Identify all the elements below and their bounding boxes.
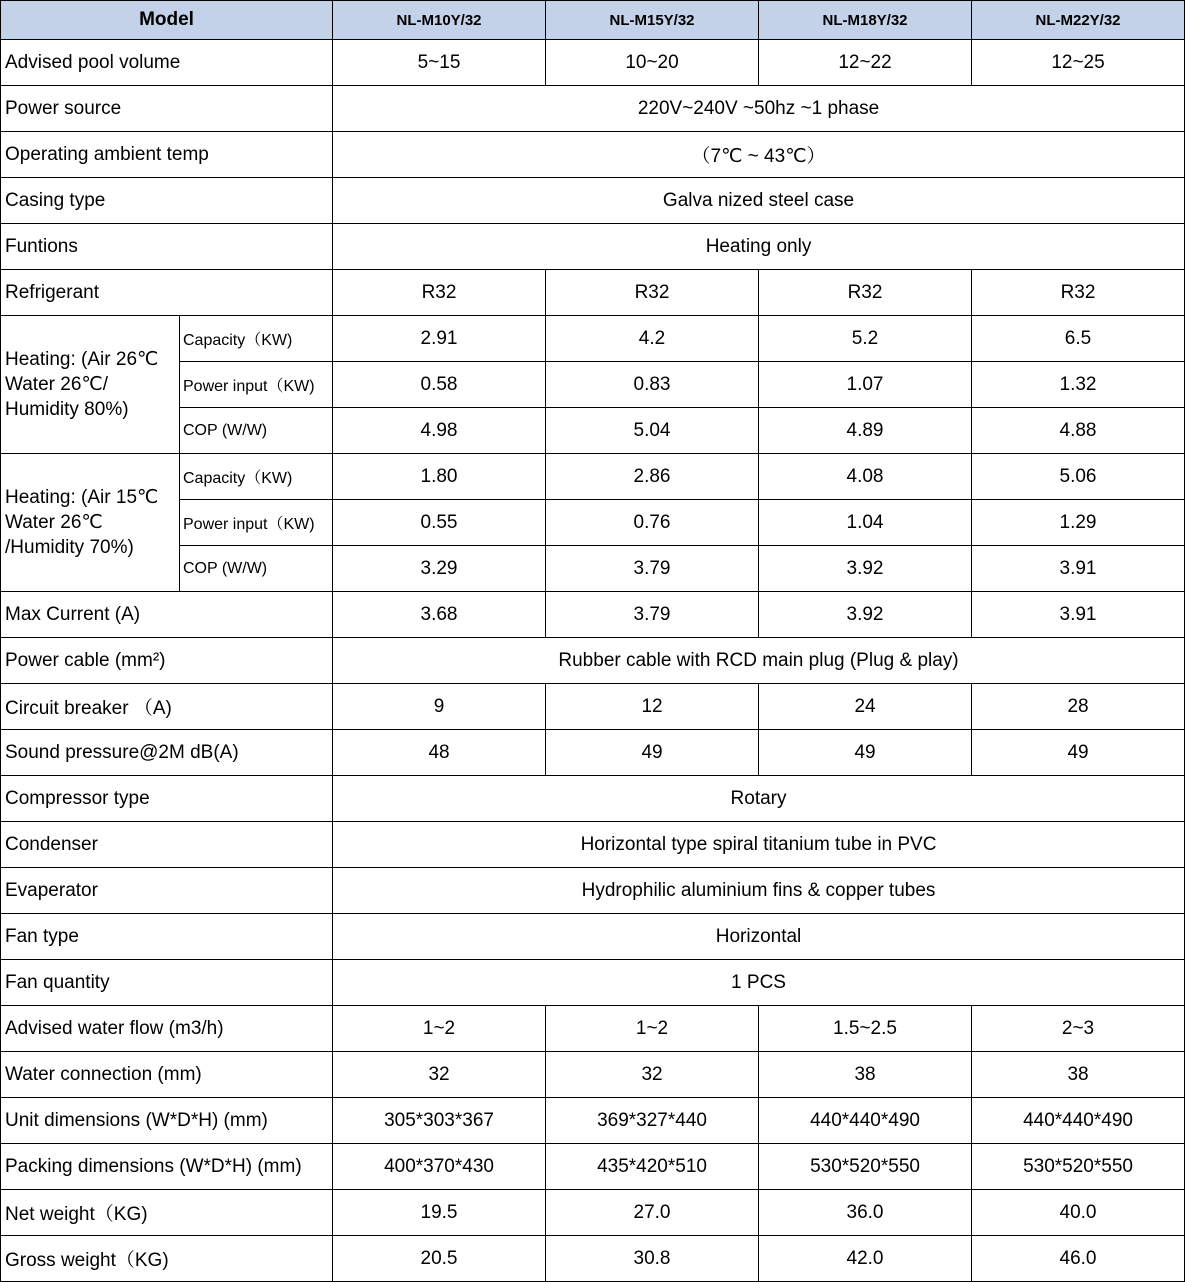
- row-label: Fan type: [1, 914, 333, 960]
- row-label: Advised water flow (m3/h): [1, 1006, 333, 1052]
- row-value-span: Hydrophilic aluminium fins & copper tubes: [333, 868, 1185, 914]
- cell-value: 530*520*550: [972, 1144, 1185, 1190]
- cell-value: 38: [759, 1052, 972, 1098]
- row-label: Compressor type: [1, 776, 333, 822]
- cell-value: 9: [333, 684, 546, 730]
- cell-value: 530*520*550: [759, 1144, 972, 1190]
- cell-value: 0.76: [546, 500, 759, 546]
- model-name: NL-M15Y/32: [546, 1, 759, 40]
- cell-value: 1.80: [333, 454, 546, 500]
- cell-value: 3.68: [333, 592, 546, 638]
- row-label: Fan quantity: [1, 960, 333, 1006]
- row-value-span: Horizontal: [333, 914, 1185, 960]
- cell-value: 4.2: [546, 316, 759, 362]
- table-row: [1, 1052, 1185, 1098]
- cell-value: 49: [972, 730, 1185, 776]
- cell-value: 49: [546, 730, 759, 776]
- cell-value: 305*303*367: [333, 1098, 546, 1144]
- table-row: [1, 224, 1185, 270]
- cell-value: 10~20: [546, 40, 759, 86]
- cell-value: 1~2: [333, 1006, 546, 1052]
- cell-value: 24: [759, 684, 972, 730]
- cell-value: 4.88: [972, 408, 1185, 454]
- cell-value: 3.29: [333, 546, 546, 592]
- cell-value: 1.04: [759, 500, 972, 546]
- cell-value: 0.55: [333, 500, 546, 546]
- row-value-span: Rotary: [333, 776, 1185, 822]
- cell-value: 1.29: [972, 500, 1185, 546]
- group-label-line: /Humidity 70%): [5, 537, 134, 558]
- table-row: [1, 270, 1185, 316]
- cell-value: 400*370*430: [333, 1144, 546, 1190]
- cell-value: 2~3: [972, 1006, 1185, 1052]
- cell-value: 2.91: [333, 316, 546, 362]
- cell-value: 1~2: [546, 1006, 759, 1052]
- row-value-span: 220V~240V ~50hz ~1 phase: [333, 86, 1185, 132]
- cell-value: 440*440*490: [972, 1098, 1185, 1144]
- row-label: Casing type: [1, 178, 333, 224]
- row-label: Power cable (mm²): [1, 638, 333, 684]
- group-label-line: Water 26℃: [5, 512, 103, 533]
- table-row: [1, 1098, 1185, 1144]
- table-row: [1, 1006, 1185, 1052]
- model-name: NL-M18Y/32: [759, 1, 972, 40]
- row-label: Max Current (A): [1, 592, 333, 638]
- cell-value: 46.0: [972, 1236, 1185, 1282]
- cell-value: 12~22: [759, 40, 972, 86]
- cell-value: 1.32: [972, 362, 1185, 408]
- table-row: [1, 914, 1185, 960]
- cell-value: 28: [972, 684, 1185, 730]
- cell-value: 32: [333, 1052, 546, 1098]
- cell-value: 49: [759, 730, 972, 776]
- row-value-span: 1 PCS: [333, 960, 1185, 1006]
- cell-value: 40.0: [972, 1190, 1185, 1236]
- cell-value: 4.08: [759, 454, 972, 500]
- cell-value: 4.98: [333, 408, 546, 454]
- cell-value: 19.5: [333, 1190, 546, 1236]
- cell-value: 48: [333, 730, 546, 776]
- cell-value: 0.83: [546, 362, 759, 408]
- row-value-span: （7℃ ~ 43℃）: [333, 132, 1185, 178]
- heating-group-label: [1, 454, 180, 592]
- table-row: [1, 86, 1185, 132]
- cell-value: R32: [759, 270, 972, 316]
- row-label: Net weight（KG): [1, 1190, 333, 1236]
- header-row: [1, 1, 1185, 40]
- table-row: [1, 822, 1185, 868]
- cell-value: 3.92: [759, 546, 972, 592]
- cell-value: 6.5: [972, 316, 1185, 362]
- row-label: Power source: [1, 86, 333, 132]
- cell-value: 30.8: [546, 1236, 759, 1282]
- table-row: [1, 178, 1185, 224]
- heating-group-label: [1, 316, 180, 454]
- cell-value: 4.89: [759, 408, 972, 454]
- row-label: Refrigerant: [1, 270, 333, 316]
- cell-value: 5~15: [333, 40, 546, 86]
- table-row: [1, 454, 1185, 500]
- table-row: [1, 776, 1185, 822]
- group-label-line: Heating: (Air 15℃: [5, 487, 159, 508]
- cell-value: 369*327*440: [546, 1098, 759, 1144]
- table-row: [1, 592, 1185, 638]
- sub-label: COP (W/W): [180, 408, 333, 454]
- cell-value: 5.04: [546, 408, 759, 454]
- cell-value: 2.86: [546, 454, 759, 500]
- row-label: Sound pressure@2M dB(A): [1, 730, 333, 776]
- row-value-span: Horizontal type spiral titanium tube in PVC: [333, 822, 1185, 868]
- row-label: Operating ambient temp: [1, 132, 333, 178]
- row-label: Packing dimensions (W*D*H) (mm): [1, 1144, 333, 1190]
- cell-value: 435*420*510: [546, 1144, 759, 1190]
- table-row: [1, 960, 1185, 1006]
- cell-value: 42.0: [759, 1236, 972, 1282]
- row-label: Condenser: [1, 822, 333, 868]
- group-label-line: Water 26℃/: [5, 374, 108, 395]
- table-row: [1, 638, 1185, 684]
- sub-label: Capacity（KW): [180, 454, 333, 500]
- table-row: [1, 1144, 1185, 1190]
- row-label: Circuit breaker （A): [1, 684, 333, 730]
- cell-value: R32: [333, 270, 546, 316]
- sub-label: Power input（KW): [180, 362, 333, 408]
- cell-value: 20.5: [333, 1236, 546, 1282]
- group-label-line: Humidity 80%): [5, 399, 129, 420]
- cell-value: 0.58: [333, 362, 546, 408]
- cell-value: 3.91: [972, 592, 1185, 638]
- cell-value: 12~25: [972, 40, 1185, 86]
- table-row: [1, 1236, 1185, 1282]
- table-row: [1, 684, 1185, 730]
- row-label: Funtions: [1, 224, 333, 270]
- group-label-line: Heating: (Air 26℃: [5, 349, 159, 370]
- table-row: [1, 730, 1185, 776]
- model-name: NL-M10Y/32: [333, 1, 546, 40]
- cell-value: 36.0: [759, 1190, 972, 1236]
- cell-value: 440*440*490: [759, 1098, 972, 1144]
- table-row: [1, 40, 1185, 86]
- table-row: [1, 868, 1185, 914]
- cell-value: 1.07: [759, 362, 972, 408]
- cell-value: 38: [972, 1052, 1185, 1098]
- cell-value: 5.06: [972, 454, 1185, 500]
- sub-label: Capacity（KW): [180, 316, 333, 362]
- row-label: Unit dimensions (W*D*H) (mm): [1, 1098, 333, 1144]
- row-label: Water connection (mm): [1, 1052, 333, 1098]
- sub-label: COP (W/W): [180, 546, 333, 592]
- row-label: Evaperator: [1, 868, 333, 914]
- row-value-span: Heating only: [333, 224, 1185, 270]
- sub-label: Power input（KW): [180, 500, 333, 546]
- cell-value: 3.91: [972, 546, 1185, 592]
- cell-value: 5.2: [759, 316, 972, 362]
- cell-value: 3.92: [759, 592, 972, 638]
- row-label: Advised pool volume: [1, 40, 333, 86]
- cell-value: 27.0: [546, 1190, 759, 1236]
- cell-value: 3.79: [546, 592, 759, 638]
- row-label: Gross weight（KG): [1, 1236, 333, 1282]
- cell-value: 3.79: [546, 546, 759, 592]
- row-value-span: Galva nized steel case: [333, 178, 1185, 224]
- cell-value: R32: [972, 270, 1185, 316]
- row-value-span: Rubber cable with RCD main plug (Plug & play): [333, 638, 1185, 684]
- table-row: [1, 316, 1185, 362]
- model-name: NL-M22Y/32: [972, 1, 1185, 40]
- cell-value: 12: [546, 684, 759, 730]
- cell-value: 32: [546, 1052, 759, 1098]
- table-row: [1, 132, 1185, 178]
- cell-value: 1.5~2.5: [759, 1006, 972, 1052]
- table-row: [1, 1190, 1185, 1236]
- model-header: Model: [1, 1, 333, 40]
- cell-value: R32: [546, 270, 759, 316]
